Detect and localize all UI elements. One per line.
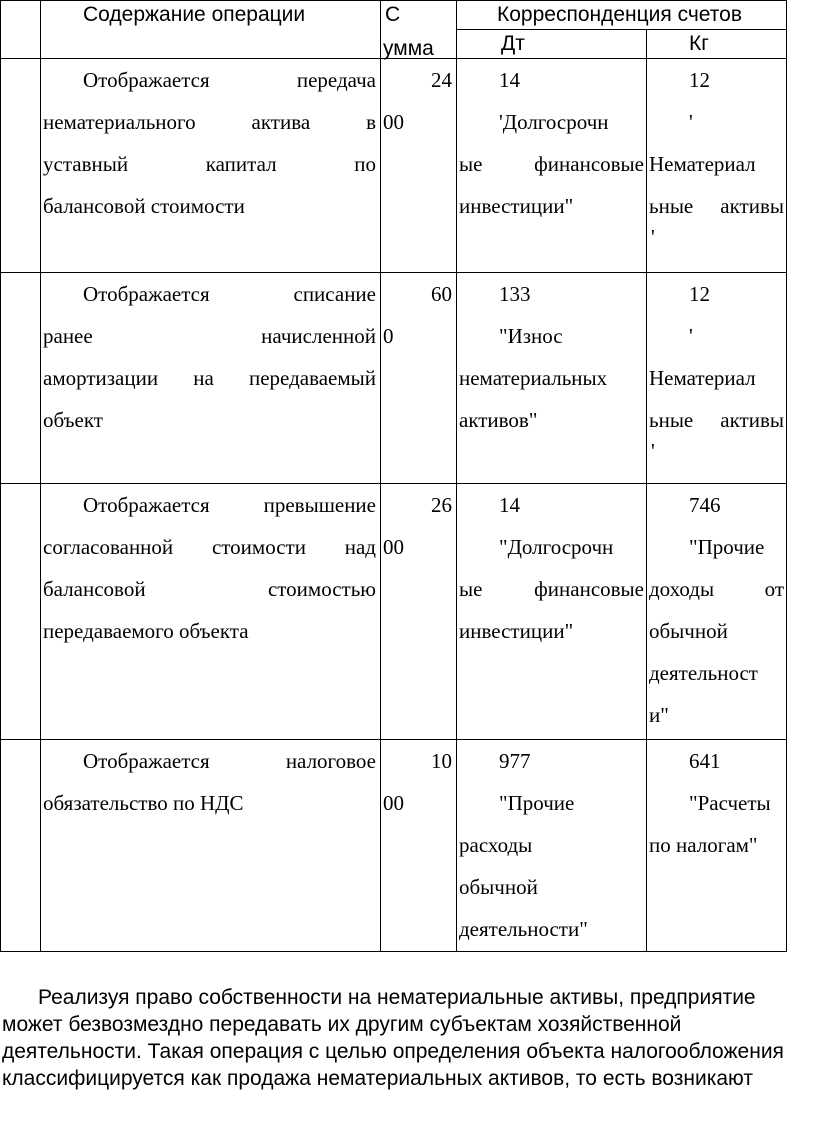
header-correspondence: Корреспонденция счетов	[457, 1, 787, 30]
header-credit: Кг	[647, 30, 787, 59]
row-index-cell	[1, 273, 41, 484]
debit-line: ые финансовые	[459, 577, 644, 601]
credit-line: обычной	[649, 619, 728, 643]
amount-cell	[381, 59, 457, 273]
credit-line: '	[651, 225, 655, 249]
operation-line: амортизации на передаваемый	[43, 366, 376, 390]
header-debit: Дт	[457, 30, 647, 59]
credit-account-cell	[647, 740, 787, 952]
credit-line: '	[689, 110, 693, 134]
credit-line: ьные активы	[649, 408, 784, 432]
amount-cell	[381, 484, 457, 740]
credit-line: ьные активы	[649, 194, 784, 218]
amount-line: 00	[383, 535, 404, 559]
credit-line: "Прочие	[689, 535, 765, 559]
debit-line: "Прочие	[499, 791, 575, 815]
credit-account-cell	[647, 59, 787, 273]
operation-line: уставный капитал по	[43, 152, 376, 176]
row-index-cell	[1, 740, 41, 952]
operation-cell	[41, 484, 381, 740]
credit-line: '	[689, 324, 693, 348]
debit-account-cell	[457, 273, 647, 484]
operation-cell	[41, 59, 381, 273]
debit-line: деятельности"	[459, 917, 588, 941]
debit-line: 133	[499, 282, 531, 306]
table-row	[1, 484, 787, 740]
amount-line: 24	[431, 68, 452, 92]
operation-line: обязательство по НДС	[43, 791, 244, 815]
credit-account-cell	[647, 484, 787, 740]
debit-line: "Долгосрочн	[499, 535, 614, 559]
amount-cell	[381, 273, 457, 484]
debit-line: расходы	[459, 833, 533, 857]
debit-account-cell	[457, 59, 647, 273]
credit-line: и"	[649, 703, 669, 727]
table-row	[1, 740, 787, 952]
operation-line: Отображается списание	[83, 282, 376, 306]
body-paragraph: Реализуя право собственности на нематериальные активы, предприятие может безвозмездно передавать их другим субъектам хозяйственной деятельности. Такая операция с целью определения объекта налогообложения классифицируется как продажа нематериальных активов, то есть возникают	[2, 986, 784, 1090]
credit-line: по налогам"	[649, 833, 758, 857]
credit-line: деятельност	[649, 661, 758, 685]
debit-line: "Износ	[499, 324, 563, 348]
amount-line: 00	[383, 791, 404, 815]
amount-line: 26	[431, 493, 452, 517]
credit-line: 746	[689, 493, 721, 517]
row-index-cell	[1, 484, 41, 740]
credit-line: '	[651, 439, 655, 463]
amount-line: 10	[431, 749, 452, 773]
operation-line: балансовой стоимости	[43, 194, 245, 218]
debit-line: активов"	[459, 408, 538, 432]
operation-line: Отображается превышение	[83, 493, 376, 517]
header-index-cell	[1, 1, 41, 59]
operation-line: объект	[43, 408, 103, 432]
debit-line: 'Долгосрочн	[499, 110, 609, 134]
debit-line: 14	[499, 68, 520, 92]
credit-line: 12	[689, 68, 710, 92]
operation-cell	[41, 273, 381, 484]
operation-line: ранее начисленной	[43, 324, 376, 348]
amount-cell	[381, 740, 457, 952]
row-index-cell	[1, 59, 41, 273]
credit-line: Нематериал	[649, 366, 756, 390]
debit-line: инвестиции"	[459, 194, 574, 218]
operation-cell	[41, 740, 381, 952]
header-sum-cut: умма	[383, 37, 434, 60]
operation-line: нематериального актива в	[43, 110, 376, 134]
operation-line: балансовой стоимостью	[43, 577, 376, 601]
operation-line: Отображается передача	[83, 68, 376, 92]
amount-line: 0	[383, 324, 394, 348]
operation-line: передаваемого объекта	[43, 619, 249, 643]
credit-line: Нематериал	[649, 152, 756, 176]
table-row	[1, 273, 787, 484]
debit-line: инвестиции"	[459, 619, 574, 643]
debit-line: обычной	[459, 875, 538, 899]
debit-line: нематериальных	[459, 366, 608, 390]
header-sum	[381, 1, 457, 59]
header-sum-label: С	[385, 3, 401, 26]
credit-line: 641	[689, 749, 721, 773]
debit-account-cell	[457, 484, 647, 740]
amount-line: 00	[383, 110, 404, 134]
operation-line: согласованной стоимости над	[43, 535, 376, 559]
debit-line: 977	[499, 749, 531, 773]
credit-line: доходы от	[649, 577, 784, 601]
amount-line: 60	[431, 282, 452, 306]
table-row	[1, 59, 787, 273]
credit-account-cell	[647, 273, 787, 484]
debit-account-cell	[457, 740, 647, 952]
credit-line: "Расчеты	[689, 791, 771, 815]
table-body	[1, 59, 787, 952]
debit-line: 14	[499, 493, 520, 517]
operation-line: Отображается налоговое	[83, 749, 376, 773]
header-operation: Содержание операции	[41, 1, 381, 59]
debit-line: ые финансовые	[459, 152, 644, 176]
credit-line: 12	[689, 282, 710, 306]
